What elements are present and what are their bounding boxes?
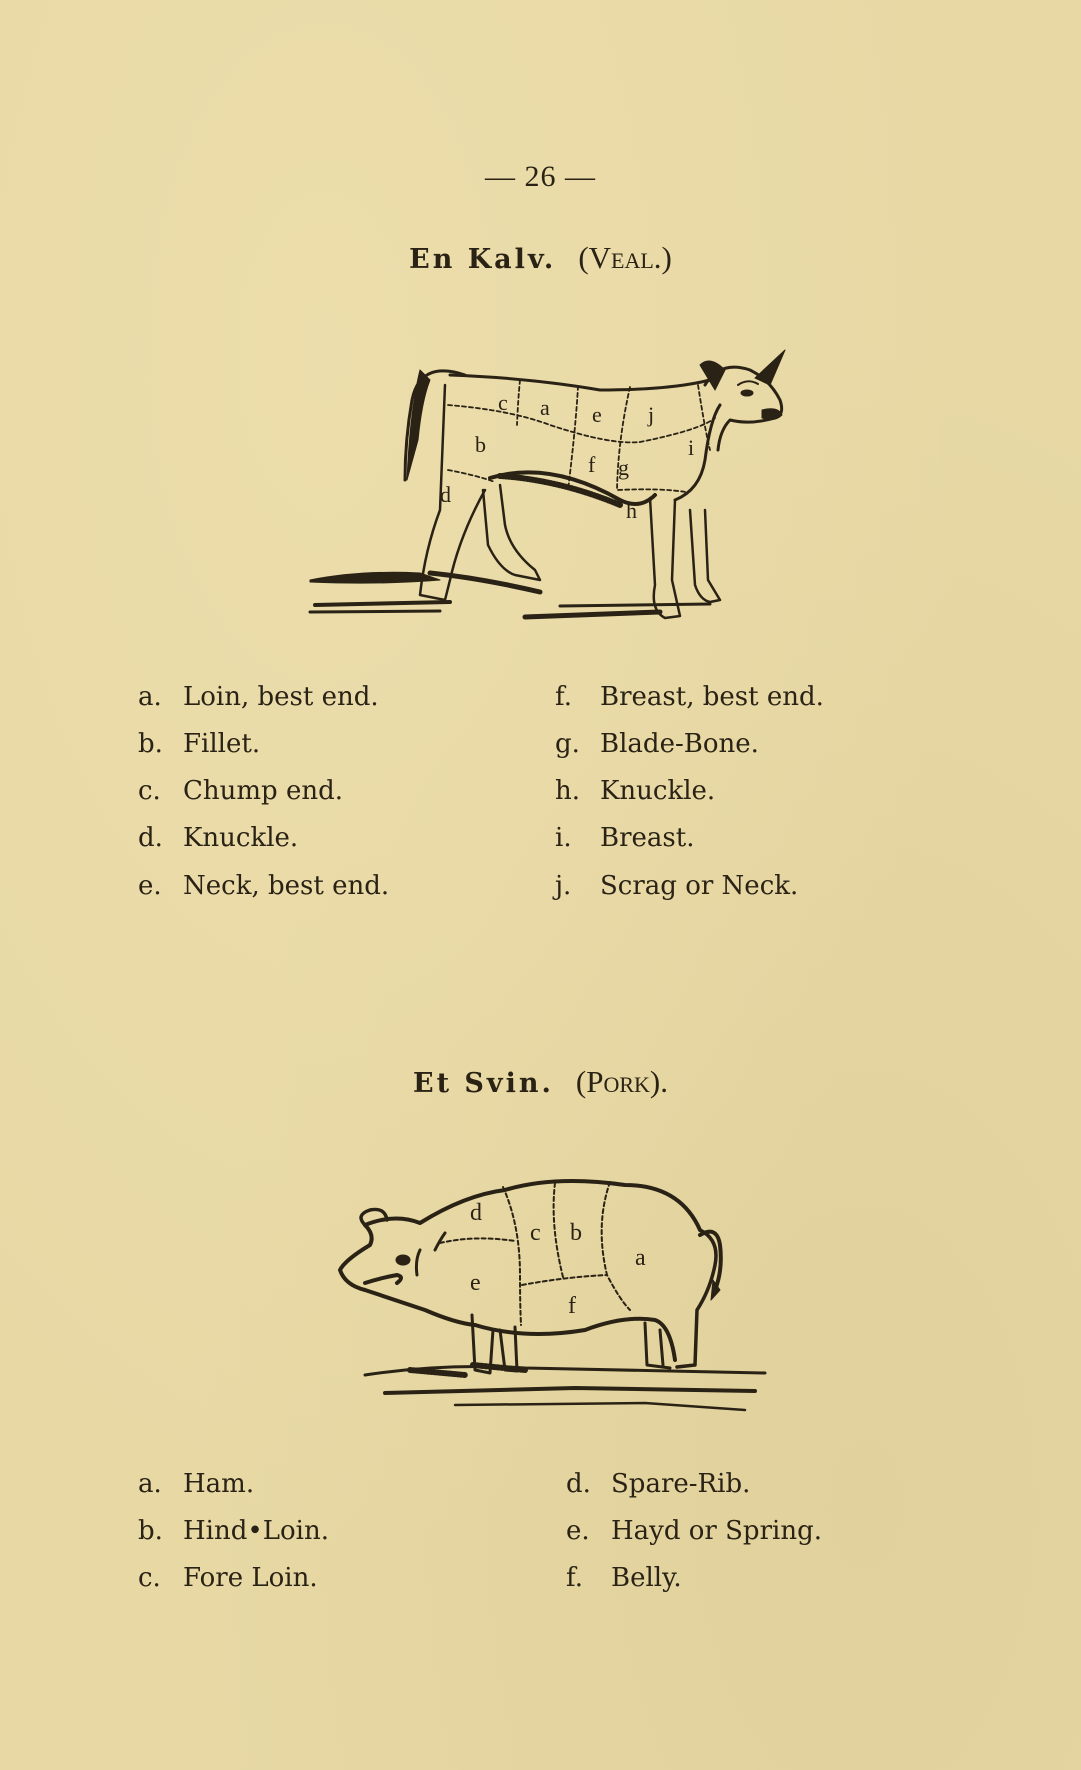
veal-legend-item: g. Blade-Bone. bbox=[555, 729, 759, 759]
veal-region-i: i bbox=[688, 435, 695, 460]
pork-region-c: c bbox=[530, 1220, 541, 1246]
veal-region-d: d bbox=[440, 482, 451, 507]
veal-legend-item: b. Fillet. bbox=[138, 729, 261, 759]
veal-legend-item: i. Breast. bbox=[555, 823, 695, 853]
veal-region-g: g bbox=[618, 455, 629, 480]
pork-legend-item: a. Ham. bbox=[138, 1469, 255, 1499]
page-number: — 26 — bbox=[485, 160, 596, 193]
veal-legend-item: a. Loin, best end. bbox=[138, 682, 379, 712]
veal-region-j: j bbox=[648, 402, 655, 427]
veal-legend-item: d. Knuckle. bbox=[138, 823, 299, 853]
veal-region-h: h bbox=[626, 498, 637, 523]
veal-region-a: a bbox=[540, 395, 550, 420]
pork-legend-item: d. Spare-Rib. bbox=[566, 1469, 751, 1499]
veal-heading-native: En Kalv. bbox=[409, 244, 557, 275]
veal-region-f: f bbox=[588, 452, 596, 477]
veal-heading-english: (Veal.) bbox=[578, 240, 672, 275]
veal-legend-item: f. Breast, best end. bbox=[555, 682, 824, 712]
pork-legend-item: e. Hayd or Spring. bbox=[566, 1516, 822, 1546]
pork-region-e: e bbox=[470, 1270, 481, 1296]
veal-cuts-diagram bbox=[300, 330, 800, 630]
pork-cuts-diagram bbox=[325, 1165, 785, 1425]
veal-region-b: b bbox=[475, 432, 486, 457]
pork-legend-item: f. Belly. bbox=[566, 1563, 682, 1593]
pork-heading-english: (Pork). bbox=[575, 1064, 669, 1099]
pork-region-a: a bbox=[635, 1245, 646, 1271]
pork-region-b: b bbox=[570, 1220, 582, 1246]
veal-heading bbox=[0, 240, 1081, 276]
veal-legend-item: e. Neck, best end. bbox=[138, 871, 390, 901]
veal-legend-item: j. Scrag or Neck. bbox=[555, 871, 799, 901]
veal-legend-item: c. Chump end. bbox=[138, 776, 343, 806]
veal-region-e: e bbox=[592, 402, 602, 427]
pork-region-f: f bbox=[568, 1293, 576, 1319]
pork-region-d: d bbox=[470, 1200, 482, 1226]
pork-legend-item: c. Fore Loin. bbox=[138, 1563, 318, 1593]
pork-heading-native: Et Svin. bbox=[412, 1068, 554, 1099]
veal-region-c: c bbox=[498, 390, 508, 415]
pork-legend-item: b. Hind•Loin. bbox=[138, 1516, 329, 1546]
veal-legend-item: h. Knuckle. bbox=[555, 776, 716, 806]
pork-heading bbox=[0, 1064, 1081, 1100]
